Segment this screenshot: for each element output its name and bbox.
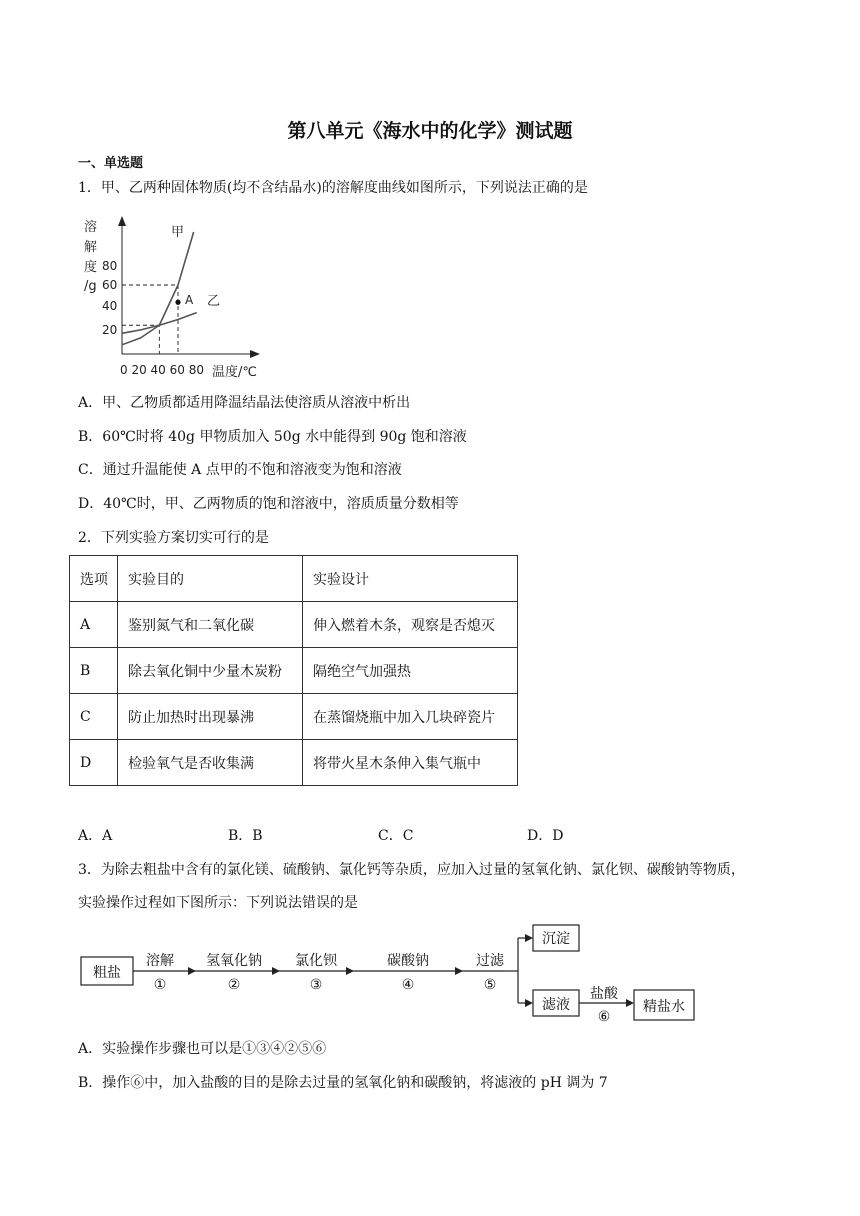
step-3-label: 氯化钡 — [295, 953, 337, 969]
table-header-cell: 实验目的 — [118, 556, 303, 602]
q1-option-a: A．甲、乙物质都适用降温结晶法使溶质从溶液中析出 — [78, 395, 411, 411]
precipitate-label: 沉淀 — [542, 931, 570, 947]
step-5-label: 过滤 — [476, 953, 504, 969]
step-4-number: ④ — [401, 977, 415, 993]
q1-option-d: D．40℃时，甲、乙两物质的饱和溶液中，溶质质量分数相等 — [78, 496, 459, 512]
step-5-number: ⑤ — [483, 977, 497, 993]
table-cell: 检验氧气是否收集满 — [118, 740, 303, 786]
table-cell: 将带火星木条伸入集气瓶中 — [303, 740, 518, 786]
ylabel-char-3: 度 — [84, 260, 98, 275]
ylabel-char-2: 解 — [84, 240, 98, 255]
arrow-1 — [188, 967, 196, 975]
table-cell: B — [70, 648, 118, 694]
table-cell: D — [70, 740, 118, 786]
x-axis-arrow — [250, 350, 260, 358]
table-cell: 在蒸馏烧瓶中加入几块碎瓷片 — [303, 694, 518, 740]
filtrate-label: 滤液 — [542, 997, 570, 1013]
page-title: 第八单元《海水中的化学》测试题 — [287, 120, 573, 142]
table-row — [70, 602, 518, 648]
table-row — [70, 648, 518, 694]
series-label-yi: 乙 — [207, 294, 221, 309]
experiment-table — [69, 555, 518, 786]
table-cell: 隔绝空气加强热 — [303, 648, 518, 694]
arrow-precipitate — [525, 934, 533, 942]
purification-flowchart — [78, 920, 702, 1026]
table-header-cell: 选项 — [70, 556, 118, 602]
arrow-filtrate — [525, 999, 533, 1007]
point-a-marker — [175, 300, 180, 305]
ylabel-char-1: 溶 — [84, 220, 98, 235]
arrow-brine — [626, 999, 634, 1007]
guide-line-1 — [122, 285, 178, 354]
step-1-number: ① — [153, 977, 167, 993]
arrow-2 — [272, 967, 280, 975]
step-2-label: 氢氧化钠 — [206, 953, 262, 969]
question-3-stem-line-2: 实验操作过程如下图所示：下列说法错误的是 — [78, 895, 358, 911]
table-row — [70, 694, 518, 740]
xtick-labels: 0 20 40 60 80 — [120, 363, 204, 377]
solubility-chart — [80, 212, 280, 382]
q2-option-b: B．B — [228, 828, 263, 844]
point-a-label: A — [185, 293, 194, 307]
ytick-60: 60 — [102, 278, 118, 292]
table-cell: A — [70, 602, 118, 648]
ytick-40: 40 — [102, 299, 118, 313]
ytick-80: 80 — [102, 259, 118, 273]
acid-number: ⑥ — [597, 1009, 611, 1025]
step-1-label: 溶解 — [146, 953, 174, 969]
table-cell: C — [70, 694, 118, 740]
arrow-3 — [346, 967, 354, 975]
xlabel: 温度/℃ — [212, 365, 257, 380]
section-heading: 一、单选题 — [78, 156, 144, 171]
step-3-number: ③ — [309, 977, 323, 993]
series-label-jia: 甲 — [171, 225, 185, 240]
series-curve-1 — [122, 232, 194, 345]
arrow-4 — [455, 967, 463, 975]
q1-option-c: C．通过升温能使 A 点甲的不饱和溶液变为饱和溶液 — [78, 462, 402, 478]
brine-label: 精盐水 — [643, 999, 685, 1015]
step-2-number: ② — [227, 977, 241, 993]
acid-label: 盐酸 — [590, 986, 618, 1002]
table-cell: 除去氧化铜中少量木炭粉 — [118, 648, 303, 694]
table-header-cell: 实验设计 — [303, 556, 518, 602]
y-axis-arrow — [118, 216, 126, 226]
question-2-stem: 2．下列实验方案切实可行的是 — [78, 530, 269, 546]
q3-option-a: A．实验操作步骤也可以是①③④②⑤⑥ — [78, 1041, 327, 1057]
q3-option-b: B．操作⑥中，加入盐酸的目的是除去过量的氢氧化钠和碳酸钠，将滤液的 pH 调为 7 — [78, 1075, 608, 1091]
q1-option-b: B．60℃时将 40g 甲物质加入 50g 水中能得到 90g 饱和溶液 — [78, 429, 467, 445]
step-4-label: 碳酸钠 — [387, 953, 429, 969]
ylabel-char-4: /g — [84, 279, 97, 294]
q2-option-c: C．C — [378, 828, 414, 844]
q2-option-a: A．A — [78, 828, 113, 844]
table-cell: 伸入燃着木条，观察是否熄灭 — [303, 602, 518, 648]
question-3-stem-line-1: 3．为除去粗盐中含有的氯化镁、硫酸钠、氯化钙等杂质，应加入过量的氢氧化钠、氯化钡、碳酸钠等物质， — [78, 862, 745, 878]
table-cell: 鉴别氮气和二氧化碳 — [118, 602, 303, 648]
crude-salt-label: 粗盐 — [93, 965, 121, 981]
table-row — [70, 740, 518, 786]
ytick-20: 20 — [102, 323, 118, 337]
q2-option-d: D．D — [527, 828, 564, 844]
table-header-row — [70, 556, 518, 602]
table-cell: 防止加热时出现暴沸 — [118, 694, 303, 740]
question-1-stem: 1．甲、乙两种固体物质(均不含结晶水)的溶解度曲线如图所示，下列说法正确的是 — [78, 180, 588, 196]
